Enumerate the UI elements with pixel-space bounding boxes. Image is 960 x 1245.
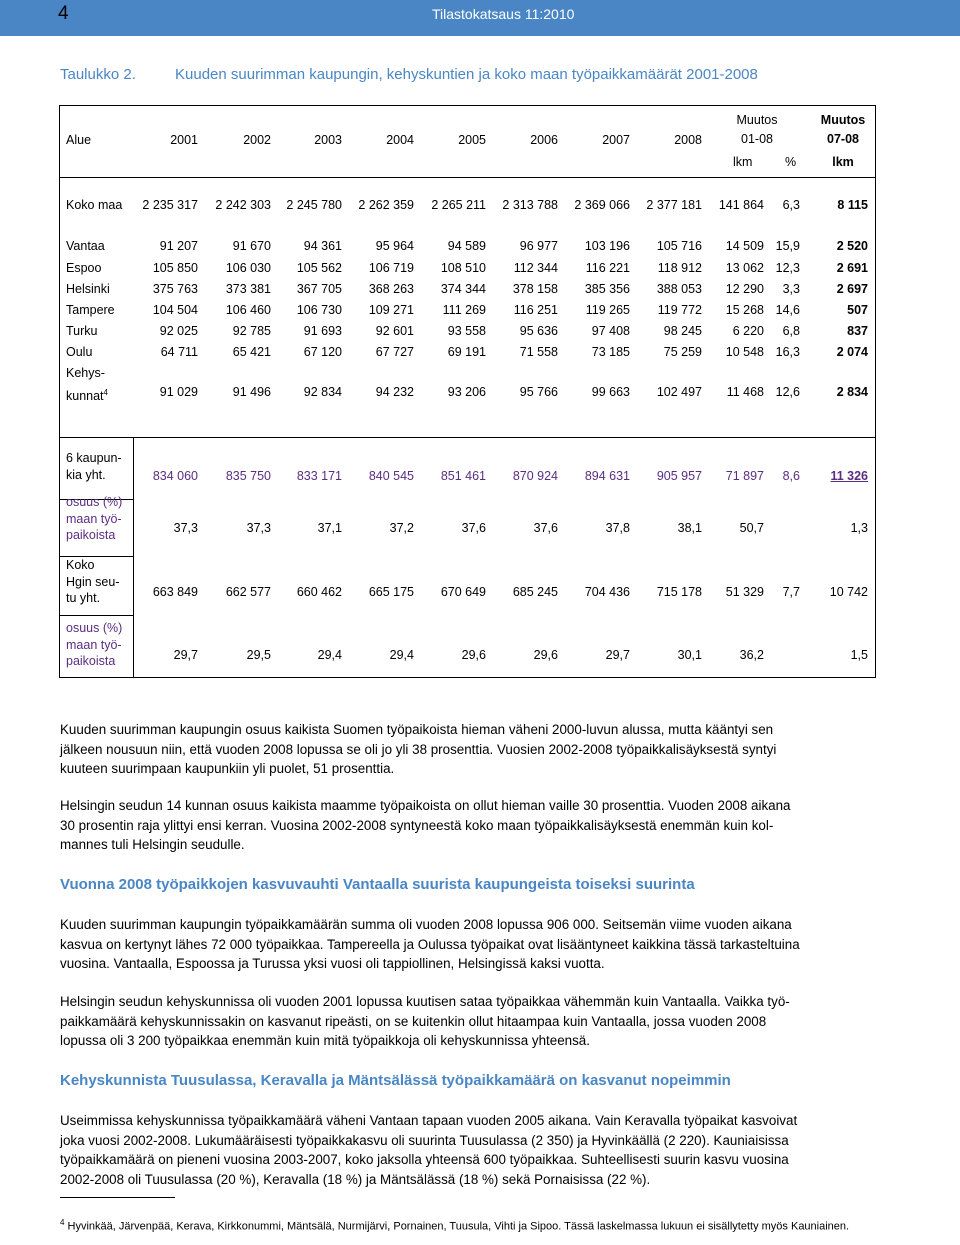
section-heading-1: Vuonna 2008 työpaikkojen kasvuvauhti Vantaalla suurista kaupungeista toiseksi suurinta — [60, 876, 695, 893]
table-row-value: 116 221 — [585, 261, 630, 275]
summary-row-value: 29,4 — [317, 648, 342, 662]
header-divider — [59, 177, 876, 178]
table-row-change-0708: 2 520 — [836, 239, 868, 253]
table-row-value: 94 361 — [303, 239, 342, 253]
table-row-value: 2 369 066 — [574, 198, 630, 212]
paragraph-line: paikkamäärä kehyskunnissakin on kasvanut ripeästi, on se kuitenkin ollut hitaampaa kuin Vantaalla, jossa vuoden 2008 — [60, 1013, 767, 1029]
table-row-value: 93 558 — [447, 324, 486, 338]
table-row-change-count: 15 268 — [725, 303, 764, 317]
table-row-value: 367 705 — [296, 282, 342, 296]
table-row-value: 385 356 — [584, 282, 630, 296]
table-row-change-count: 6 220 — [732, 324, 764, 338]
table-row-change-count: 10 548 — [725, 345, 764, 359]
footnote-text: Hyvinkää, Järvenpää, Kerava, Kirkkonummi, Mäntsälä, Nurmijärvi, Pornainen, Tuusula, Vihti ja Sipoo. Tässä laskelmassa lukuun ei sisällytetty myös Kauniainen. — [67, 1220, 850, 1233]
summary-row-value: 715 178 — [656, 585, 702, 599]
table-row-value: 92 834 — [303, 385, 342, 399]
table-row-value: 75 259 — [663, 345, 702, 359]
summary-row-value: 833 171 — [296, 469, 342, 483]
paragraph-line: jälkeen nousuun niin, että vuoden 2008 lopussa se oli jo yli 38 prosenttia. Vuosien 2002-2008 työpaikkalisäyksestä syntyi — [60, 741, 777, 757]
summary-row-change-0708: 10 742 — [829, 585, 868, 599]
summary-label-line: Hgin seu- — [66, 574, 120, 589]
paragraph-line: Helsingin seudun kehyskunnissa oli vuoden 2001 lopussa kuutisen sataa työpaikkaa vähemmän kuin Vantaalla. Vaikka työ- — [60, 994, 790, 1009]
table-row-value: 112 344 — [513, 261, 558, 275]
table-row-value: 2 235 317 — [142, 198, 198, 212]
table-row-change-0708: 8 115 — [837, 198, 868, 212]
row-label: Turku — [66, 324, 98, 338]
table-row-value: 71 558 — [519, 345, 558, 359]
summary-row-value: 29,6 — [461, 648, 486, 662]
summary-row-value: 870 924 — [512, 469, 558, 483]
column-header-change-0708-period: 07-08 — [827, 132, 859, 146]
summary-label-line: maan työ- — [66, 511, 122, 526]
table-row-value: 105 850 — [152, 261, 198, 275]
summary-row-change-percent: 7,7 — [782, 585, 800, 599]
table-row-value: 97 408 — [591, 324, 630, 338]
table-row-value: 2 242 303 — [215, 198, 271, 212]
table-row-value: 106 719 — [368, 261, 414, 275]
table-row-change-0708: 2 074 — [836, 345, 868, 359]
table-row-value: 91 029 — [159, 385, 198, 399]
summary-row-value: 670 649 — [440, 585, 486, 599]
table-row-value: 67 120 — [303, 345, 342, 359]
table-row-change-count: 13 062 — [725, 261, 764, 275]
footnote-ref: 4 — [103, 388, 108, 397]
footnote-marker: 4 — [60, 1218, 65, 1227]
summary-row-value: 29,5 — [246, 648, 271, 662]
column-header-year: 2007 — [602, 133, 630, 147]
paragraph-line: lopussa oli 3 200 työpaikkaa enemmän kuin mitä työpaikkoja oli kehyskunnissa yhteensä. — [60, 1033, 590, 1048]
summary-row-change-count: 51 329 — [725, 585, 764, 599]
column-header-change-0708: Muutos — [820, 113, 866, 127]
paragraph-line: vuosina. Vantaalla, Espoossa ja Turussa yksi vuosi oli tappiollinen, Helsingissä kaksi vuotta. — [60, 956, 605, 971]
footnote-divider — [60, 1197, 175, 1198]
summary-row-value: 662 577 — [225, 585, 271, 599]
summary-row-change-0708: 11 326 — [830, 469, 868, 483]
table-row-value: 67 727 — [375, 345, 414, 359]
table-row-change-percent: 6,8 — [782, 324, 800, 338]
table-row-change-0708: 2 697 — [836, 282, 868, 296]
summary-row-value: 30,1 — [677, 648, 702, 662]
summary-row-change-percent: 8,6 — [782, 469, 800, 483]
table-row-value: 91 693 — [303, 324, 342, 338]
paragraph-3 — [60, 915, 880, 974]
paragraph-2 — [60, 796, 880, 855]
table-row-value: 104 504 — [152, 303, 198, 317]
table-row-change-0708: 2 691 — [836, 261, 868, 275]
paragraph-line: Useimmissa kehyskunnissa työpaikkamäärä väheni Vantaan tapaan vuoden 2005 aikana. Vain Keravalla työpaikat kasvoivat — [60, 1113, 798, 1128]
table-row-value: 374 344 — [440, 282, 486, 296]
table-caption-title: Kuuden suurimman kaupungin, kehyskuntien ja koko maan työpaikkamäärät 2001-2008 — [175, 66, 758, 83]
table-row-value: 93 206 — [447, 385, 486, 399]
column-header-year: 2008 — [674, 133, 702, 147]
table-row-value: 2 265 211 — [431, 198, 486, 212]
table-row-value: 111 269 — [442, 303, 486, 317]
paragraph-1 — [60, 720, 880, 779]
summary-label-line: osuus (%) — [66, 621, 123, 635]
paragraph-line: kuuteen suurimpaan kaupunkiin yli puolet, 51 prosenttia. — [60, 761, 395, 776]
table-row-change-count: 14 509 — [725, 239, 764, 253]
table-row-value: 99 663 — [591, 385, 630, 399]
table-row-value: 105 716 — [656, 239, 702, 253]
table-caption-label: Taulukko 2. — [60, 66, 136, 83]
paragraph-line: mannes tuli Helsingin seudulle. — [60, 837, 245, 852]
page-header-bar — [0, 0, 960, 36]
table-caption — [60, 66, 758, 83]
table-row-value: 388 053 — [656, 282, 702, 296]
table-row-value: 106 460 — [225, 303, 271, 317]
summary-row-value: 660 462 — [296, 585, 342, 599]
summary-row-change-0708: 1,5 — [850, 648, 868, 662]
table-row-value: 73 185 — [591, 345, 630, 359]
table-row-value: 368 263 — [368, 282, 414, 296]
summary-row-value: 894 631 — [584, 469, 630, 483]
row-label: Oulu — [66, 345, 93, 359]
summary-row-divider — [59, 615, 133, 616]
summary-row-value: 37,2 — [389, 521, 414, 535]
table-row-change-percent: 16,3 — [775, 345, 800, 359]
table-row-change-count: 141 864 — [718, 198, 764, 212]
column-header-year: 2001 — [170, 133, 198, 147]
summary-label-line: paikoista — [66, 654, 116, 668]
summary-row-value: 905 957 — [656, 469, 702, 483]
table-row-change-0708: 507 — [847, 303, 868, 317]
summary-row-change-count: 50,7 — [739, 521, 764, 535]
summary-row-value: 37,6 — [533, 521, 558, 535]
table-row-value: 65 421 — [232, 345, 271, 359]
table-row-value: 96 977 — [519, 239, 558, 253]
summary-label — [66, 494, 128, 544]
table-row-change-percent: 14,6 — [775, 303, 800, 317]
table-row-change-percent: 15,9 — [775, 239, 800, 253]
column-header-year: 2004 — [386, 133, 414, 147]
table-row-value: 95 766 — [519, 385, 558, 399]
table-row-value: 103 196 — [584, 239, 630, 253]
table-row-value: 2 262 359 — [358, 198, 414, 212]
table-row-value: 102 497 — [656, 385, 702, 399]
summary-row-value: 29,7 — [173, 648, 198, 662]
summary-row-value: 835 750 — [225, 469, 271, 483]
summary-row-value: 704 436 — [584, 585, 630, 599]
table-row-change-percent: 12,3 — [775, 261, 800, 275]
page-number: 4 — [58, 3, 69, 24]
table-row-value: 64 711 — [160, 345, 198, 359]
paragraph-line: 30 prosentin raja ylittyi ensi kerran. Vuosina 2002-2008 syntyneestä koko maan työpaikkalisäyksestä enemmän kuin kol- — [60, 817, 774, 833]
summary-label-line: kia yht. — [66, 467, 106, 482]
table-row-value: 95 964 — [375, 239, 414, 253]
summary-label-line: Koko — [66, 558, 95, 572]
row-label: Tampere — [66, 303, 115, 317]
paragraph-line: kasvua on kertynyt lähes 72 000 työpaikkaa. Tampereella ja Oulussa työpaikat ovat lisääntyneet kaikkina tässä tarkasteltuina — [60, 936, 800, 952]
paragraph-4 — [60, 992, 880, 1051]
summary-label-line: 6 kaupun- — [66, 451, 122, 465]
summary-row-value: 851 461 — [440, 469, 486, 483]
paragraph-line: 2002-2008 oli Tuusulassa (20 %), Keravalla (18 %) ja Mäntsälässä (18 %) sekä Pornaisissa (22 %). — [60, 1171, 651, 1187]
column-header-year: 2006 — [530, 133, 558, 147]
row-label: kunnat$^4$ — [66, 388, 108, 404]
table-row-value: 116 251 — [513, 303, 558, 317]
table-row-value: 92 785 — [232, 324, 271, 338]
paragraph-5 — [60, 1111, 880, 1189]
table-row-value: 91 496 — [232, 385, 271, 399]
table-row-value: 91 670 — [232, 239, 271, 253]
row-label: Espoo — [66, 261, 102, 275]
summary-row-change-count: 71 897 — [725, 469, 764, 483]
table-row-value: 378 158 — [512, 282, 558, 296]
summary-row-value: 37,8 — [605, 521, 630, 535]
summary-row-value: 29,7 — [605, 648, 630, 662]
row-label: Helsinki — [66, 282, 110, 296]
table-row-value: 105 562 — [296, 261, 342, 275]
table-row-change-percent: 6,3 — [782, 198, 800, 212]
table-row-value: 118 912 — [657, 261, 702, 275]
summary-row-value: 29,4 — [389, 648, 414, 662]
summary-row-value: 840 545 — [368, 469, 414, 483]
table-row-value: 92 025 — [159, 324, 198, 338]
table-row-value: 109 271 — [368, 303, 414, 317]
column-header-year: 2002 — [243, 133, 271, 147]
row-label: Kehys- — [66, 366, 105, 380]
paragraph-line: joka vuosi 2002-2008. Lukumääräisesti työpaikkakasvu oli suurinta Tuusulassa (2 350) ja Hyvinkäällä (2 220). Kauniaisissa — [60, 1132, 789, 1148]
table-row-change-0708: 2 834 — [836, 385, 868, 399]
column-header-change-0108: Muutos — [736, 113, 778, 127]
table-row-change-0708: 837 — [847, 324, 868, 338]
column-header-count-0708: lkm — [832, 155, 854, 169]
table-row-value: 108 510 — [440, 261, 486, 275]
table-row-change-count: 12 290 — [725, 282, 764, 296]
column-header-count: lkm — [733, 155, 753, 169]
section-heading-2: Kehyskunnista Tuusulassa, Keravalla ja Mäntsälässä työpaikkamäärä on kasvanut nopeimmin — [60, 1072, 731, 1089]
table-row-value: 94 589 — [447, 239, 486, 253]
summary-row-value: 38,1 — [677, 521, 702, 535]
summary-row-value: 37,3 — [173, 521, 198, 535]
summary-row-value: 834 060 — [152, 469, 198, 483]
table-row-value: 373 381 — [225, 282, 271, 296]
table-row-value: 91 207 — [159, 239, 198, 253]
paragraph-line: Helsingin seudun 14 kunnan osuus kaikista maamme työpaikoista on ollut hieman vaille 30 prosenttia. Vuoden 2008 aikana — [60, 798, 791, 813]
summary-row-value: 29,6 — [533, 648, 558, 662]
table-row-value: 94 232 — [375, 385, 414, 399]
table-row-value: 106 030 — [225, 261, 271, 275]
table-row-value: 106 730 — [296, 303, 342, 317]
column-header-year: 2003 — [314, 133, 342, 147]
publication-title: Tilastokatsaus 11:2010 — [432, 6, 575, 22]
table-row-value: 375 763 — [152, 282, 198, 296]
table-row-value: 95 636 — [519, 324, 558, 338]
table-row-value: 119 772 — [657, 303, 702, 317]
paragraph-line: työpaikkamäärä on pieneni vuosina 2003-2007, koko jaksolla yhteensä 600 työpaikkaa. Suhteellisesti suurin kasvu vuosina — [60, 1152, 789, 1167]
table-row-value: 2 313 788 — [502, 198, 558, 212]
summary-row-change-count: 36,2 — [739, 648, 764, 662]
summary-label-line: tu yht. — [66, 591, 101, 605]
table-row-value: 119 265 — [585, 303, 630, 317]
summary-row-value: 685 245 — [512, 585, 558, 599]
table-row-value: 92 601 — [375, 324, 414, 338]
table-row-change-percent: 3,3 — [782, 282, 800, 296]
table-row-change-percent: 12,6 — [775, 385, 800, 399]
table-row-value: 69 191 — [447, 345, 486, 359]
column-header-percent: % — [785, 155, 797, 169]
table-row-value: 2 245 780 — [286, 198, 342, 212]
table-row-value: 98 245 — [663, 324, 702, 338]
row-label: Koko maa — [66, 198, 123, 212]
summary-row-change-0708: 1,3 — [850, 521, 868, 535]
table-row-value: 2 377 181 — [646, 198, 702, 212]
summary-label-line: paikoista — [66, 528, 116, 542]
summary-row-value: 665 175 — [368, 585, 414, 599]
summary-label-line: osuus (%) — [66, 495, 123, 509]
summary-row-value: 37,6 — [461, 521, 486, 535]
paragraph-line: Kuuden suurimman kaupungin osuus kaikista Suomen työpaikoista hieman väheni 2000-luvun alussa, mutta kääntyi sen — [60, 722, 774, 737]
row-label: Vantaa — [66, 239, 105, 253]
column-header-year: 2005 — [458, 133, 486, 147]
column-header-change-0108-period: 01-08 — [741, 132, 773, 146]
table-row-change-count: 11 468 — [726, 385, 764, 399]
column-header-area: Alue — [66, 133, 92, 147]
summary-row-value: 663 849 — [152, 585, 198, 599]
summary-label-line: maan työ- — [66, 637, 122, 652]
paragraph-line: Kuuden suurimman kaupungin työpaikkamäärän summa oli vuoden 2008 lopussa 906 000. Seitsemän viime vuoden aikana — [60, 917, 792, 932]
footnote — [60, 1215, 880, 1235]
summary-row-value: 37,3 — [246, 521, 271, 535]
summary-divider — [59, 437, 876, 438]
summary-row-value: 37,1 — [317, 521, 342, 535]
